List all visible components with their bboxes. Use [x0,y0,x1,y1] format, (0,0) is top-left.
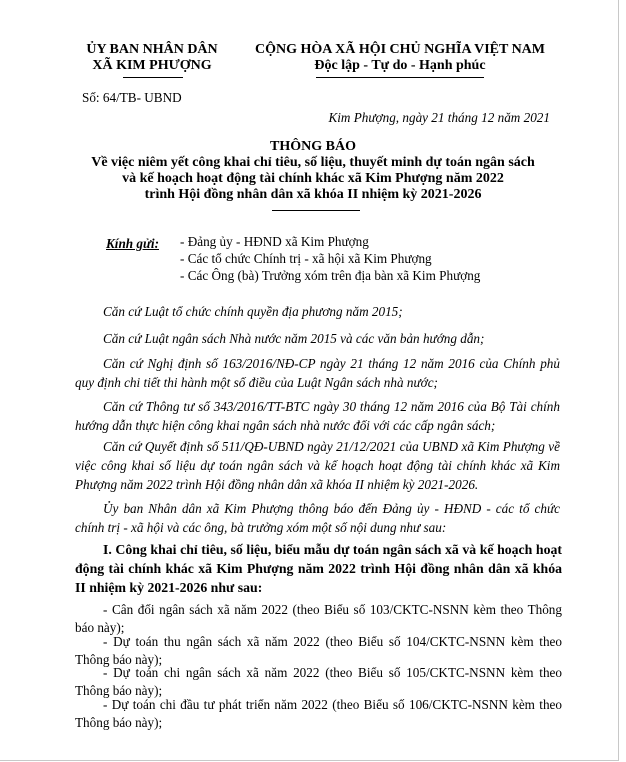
section-item: - Cân đối ngân sách xã năm 2022 (theo Biểu số 103/CKTC-NSNN kèm theo Thông báo này); [75,602,562,635]
recipients-label: Kính gửi: [106,236,159,251]
recipient-item: - Đảng ủy - HĐND xã Kim Phượng [180,234,369,249]
section-item: - Dự toán chi đầu tư phát triển năm 2022 (theo Biểu số 106/CKTC-NSNN kèm theo Thông báo này); [75,697,562,730]
motto-underline [316,77,484,78]
commune-name: XÃ KIM PHƯỢNG [92,58,212,73]
national-title: CỘNG HÒA XÃ HỘI CHỦ NGHĨA VIỆT NAM [254,42,545,57]
legal-basis: Căn cứ Quyết định số 511/QĐ-UBND ngày 21/12/2021 của UBND xã Kim Phượng về việc công khai số liệu dự toán ngân sách và kế hoạch hoạt động tài chính khác xã Kim Phượng năm 2022 trình Hội đồng nhân dân xã khóa II nhiệm kỳ 2021-2026. [75,439,560,492]
document-title: THÔNG BÁO [270,139,356,154]
legal-basis: Căn cứ Thông tư số 343/2016/TT-BTC ngày 30 tháng 12 năm 2016 của Bộ Tài chính hướng dẫn thực hiện công khai ngân sách nhà nước đối với các cấp ngân sách; [75,399,560,433]
subject-line-1: Về việc niêm yết công khai chỉ tiêu, số liệu, thuyết minh dự toán ngân sách [91,155,535,170]
subject-line-2: và kế hoạch hoạt động tài chính khác xã Kim Phượng năm 2022 [122,171,504,186]
agency-underline [123,77,183,78]
section-item: - Dự toán thu ngân sách xã năm 2022 (theo Biểu số 104/CKTC-NSNN kèm theo Thông báo này); [75,634,562,667]
legal-basis: Căn cứ Nghị định số 163/2016/NĐ-CP ngày 21 tháng 12 năm 2016 của Chính phủ quy định chi tiết thi hành một số điều của Luật Ngân sách nhà nước; [75,356,560,390]
legal-basis: Căn cứ Luật ngân sách Nhà nước năm 2015 và các văn bản hướng dẫn; [103,331,485,346]
legal-basis: Căn cứ Luật tổ chức chính quyền địa phương năm 2015; [103,304,403,319]
document-number: Số: 64/TB- UBND [82,90,182,105]
agency-name: ỦY BAN NHÂN DÂN [86,42,218,57]
section-heading: I. Công khai chỉ tiêu, số liệu, biểu mẫu dự toán ngân sách xã và kế hoạch hoạt động tài chính khác xã Kim Phượng năm 2022 trình Hội đồng nhân dân xã khóa II nhiệm kỳ 2021-2026 như sau: [75,542,562,595]
subject-line-3: trình Hội đồng nhân dân xã khóa II nhiệm kỳ 2021-2026 [144,187,482,202]
national-motto: Độc lập - Tự do - Hạnh phúc [314,58,486,73]
place-date: Kim Phượng, ngày 21 tháng 12 năm 2021 [328,110,550,125]
title-underline [272,210,360,211]
intro-paragraph: Ủy ban Nhân dân xã Kim Phượng thông báo đến Đảng ủy - HĐND - các tổ chức chính trị - xã hội và các ông, bà trưởng xóm một số nội dung như sau: [75,501,560,535]
recipient-item: - Các tổ chức Chính trị - xã hội xã Kim Phượng [180,251,432,266]
section-item: - Dự toán chi ngân sách xã năm 2022 (theo Biểu số 105/CKTC-NSNN kèm theo Thông báo này); [75,665,562,698]
recipient-item: - Các Ông (bà) Trưởng xóm trên địa bàn xã Kim Phượng [180,268,481,283]
